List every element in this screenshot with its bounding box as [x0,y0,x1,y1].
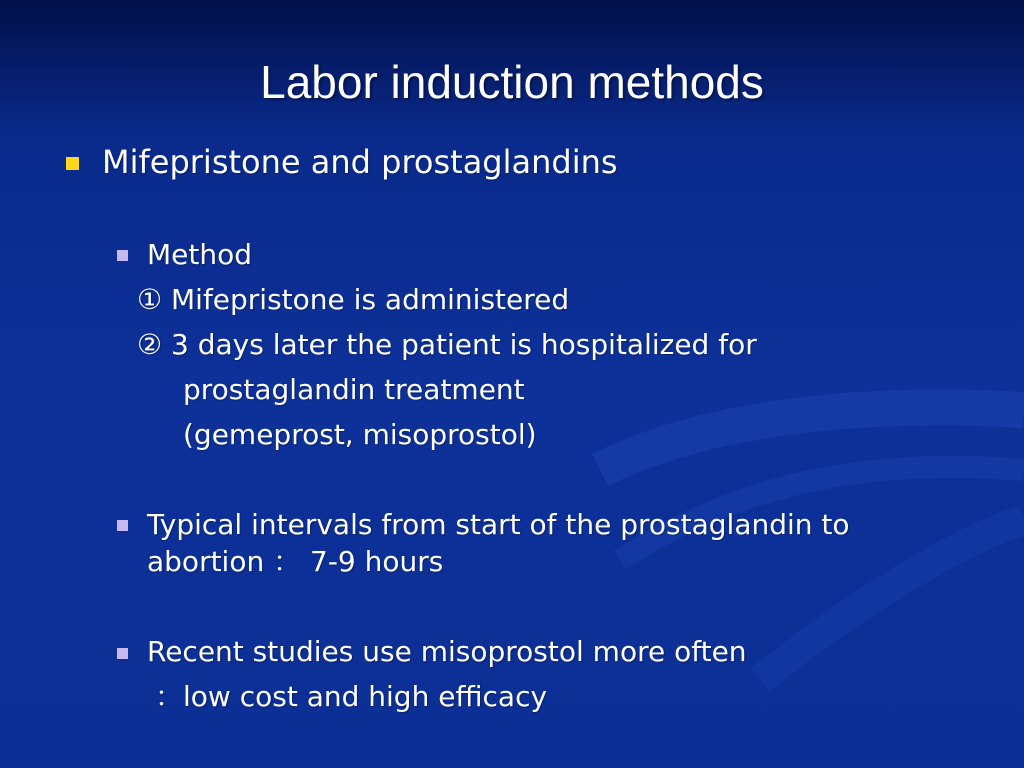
method-step-2-continued: prostaglandin treatment [183,373,525,406]
method-label: Method [147,238,253,271]
method-step-2: ② 3 days later the patient is hospitalized for [137,328,757,361]
recent-studies-line-1: Recent studies use misoprostol more often [147,635,747,668]
method-step-2-drugs: (gemeprost, misoprostol) [183,418,537,451]
bullet-mifepristone-prostaglandins: Mifepristone and prostaglandins [102,143,618,181]
method-step-1: ① Mifepristone is administered [137,283,570,316]
intervals-line-2: abortion ： 7-9 hours [147,545,444,578]
level2-bullet-marker [117,520,128,531]
recent-studies-line-2: ：low cost and high efficacy [155,680,548,713]
level1-bullet-marker [66,157,79,170]
level2-bullet-marker [117,648,128,659]
level2-bullet-marker [117,250,128,261]
intervals-line-1: Typical intervals from start of the prostaglandin to [147,508,850,541]
slide-title: Labor induction methods [260,56,764,108]
